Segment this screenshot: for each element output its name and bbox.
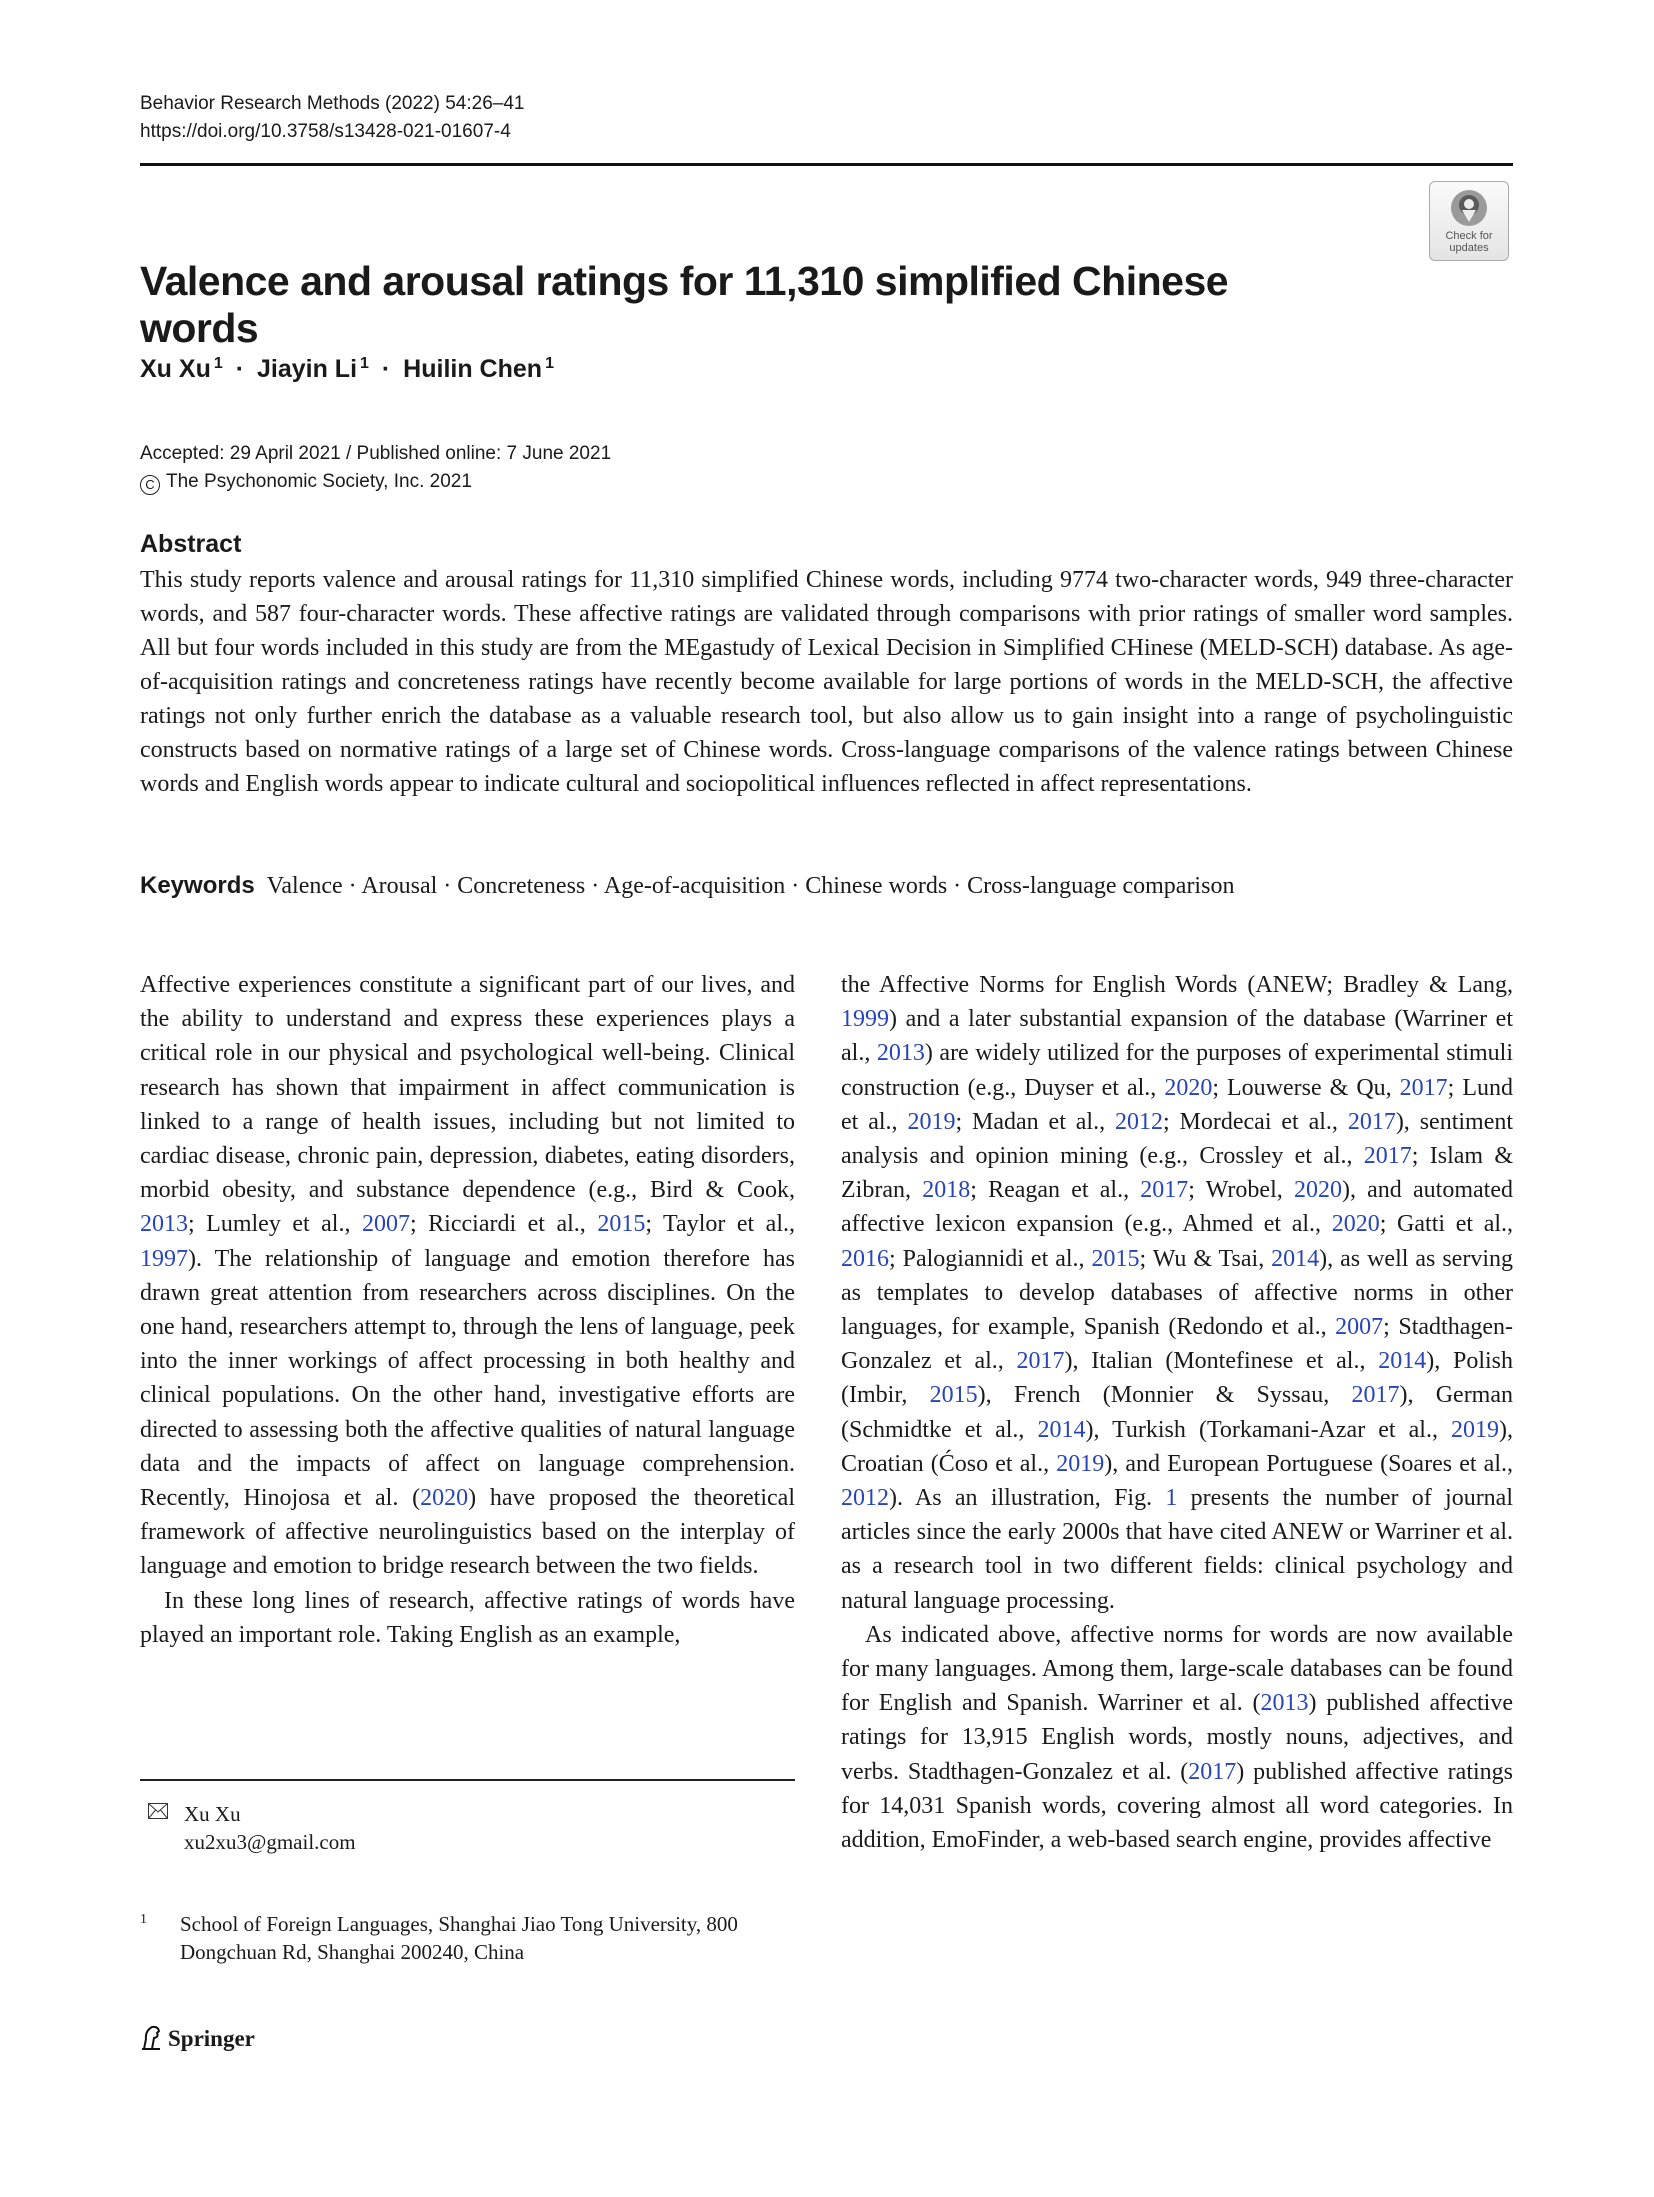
affiliation-text: School of Foreign Languages, Shanghai Jiao Tong University, 800 Dongchuan Rd, Shanghai 200240, China bbox=[180, 1912, 738, 1964]
doi-link[interactable]: https://doi.org/10.3758/s13428-021-01607-4 bbox=[140, 121, 511, 142]
check-for-label: Check for bbox=[1445, 230, 1493, 242]
updates-label: updates bbox=[1449, 242, 1489, 254]
author-separator: · bbox=[381, 355, 391, 383]
corresponding-email[interactable]: xu2xu3@gmail.com bbox=[184, 1830, 356, 1854]
citation-link[interactable]: 2019 bbox=[1451, 1416, 1499, 1443]
citation-link[interactable]: 2017 bbox=[1016, 1348, 1065, 1375]
citation-link[interactable]: 2016 bbox=[841, 1245, 889, 1272]
abstract-text: This study reports valence and arousal ratings for 11,310 simplified Chinese words, including 9774 two-character words, 949 three-character words, and 587 four-character words. These affective ratings are validated through comparisons with prior ratings of smaller word samples. All but four words included in this study are from the MEgastudy of Lexical Decision in Simplified CHinese (MELD-SCH) database. As age-of-acquisition ratings and concreteness ratings have recently become available for large portions of words in the MELD-SCH, the affective ratings not only further enrich the database as a valuable research tool, but also allow us to gain insight into a range of psycholinguistic constructs based on normative ratings of a large set of Chinese words. Cross-language comparisons of the valence ratings between Chinese words and English words appear to indicate cultural and sociopolitical influences reflected in affect representations. bbox=[140, 567, 1513, 797]
accepted-date: Accepted: 29 April 2021 bbox=[140, 443, 341, 464]
keywords-list: Valence · Arousal · Concreteness · Age-of-acquisition · Chinese words · Cross-language comparison bbox=[266, 873, 1235, 899]
author-affiliation-mark: 1 bbox=[545, 355, 554, 372]
body-paragraph: Affective experiences constitute a significant part of our lives, and the ability to understand and express these experiences plays a critical role in our physical and psychological well-being. Clinical research has shown that impairment in affect communication is linked to a range of health issues, including but not limited to cardiac disease, chronic pain, depression, diabetes, eating disorders, morbid obesity, and substance dependence (e.g., Bird & Cook, 2013; Lumley et al., 2007; Ricciardi et al., 2015; Taylor et al., 1997). The relationship of language and emotion therefore has drawn great attention from researchers across disciplines. On the one hand, researchers attempt to, through the lens of language, peek into the inner workings of affect processing in both healthy and clinical populations. On the other hand, investigative efforts are directed to assessing both the affective qualities of natural language data and the impacts of affect on language comprehension. Recently, Hinojosa et al. (2020) have proposed the theoretical framework of affective neurolinguistics based on the interplay of language and emotion to bridge research between the two fields. bbox=[140, 972, 796, 1580]
journal-header bbox=[140, 90, 524, 146]
citation-link[interactable]: 2017 bbox=[1188, 1758, 1237, 1785]
date-separator: / bbox=[345, 443, 352, 464]
figure-link[interactable]: 1 bbox=[1165, 1485, 1178, 1512]
corresponding-name: Xu Xu bbox=[184, 1802, 241, 1826]
citation-link[interactable]: 1997 bbox=[140, 1245, 188, 1272]
citation-link[interactable]: 2017 bbox=[1347, 1108, 1396, 1135]
citation-link[interactable]: 2020 bbox=[1331, 1211, 1380, 1238]
keywords-label: Keywords bbox=[140, 872, 255, 899]
citation-link[interactable]: 2012 bbox=[841, 1485, 889, 1512]
body-column-right bbox=[841, 968, 1513, 1857]
citation-link[interactable]: 2014 bbox=[1037, 1416, 1086, 1443]
citation-link[interactable]: 2017 bbox=[1363, 1143, 1412, 1170]
check-for-updates-badge[interactable] bbox=[1429, 181, 1509, 261]
keywords-line bbox=[140, 869, 1234, 903]
author-affiliation-mark: 1 bbox=[213, 355, 223, 372]
footnote-rule bbox=[140, 1779, 795, 1781]
author-name[interactable]: Xu Xu bbox=[140, 355, 211, 383]
citation-link[interactable]: 2014 bbox=[1378, 1348, 1427, 1375]
published-date: Published online: 7 June 2021 bbox=[356, 443, 612, 464]
citation-link[interactable]: 2007 bbox=[362, 1211, 410, 1238]
citation-link[interactable]: 2019 bbox=[907, 1108, 956, 1135]
citation-link[interactable]: 2017 bbox=[1399, 1074, 1448, 1101]
publisher-logo bbox=[140, 2025, 255, 2052]
author-name[interactable]: Huilin Chen bbox=[403, 355, 543, 383]
body-paragraph: the Affective Norms for English Words (ANEW; Bradley & Lang, 1999) and a later substantial expansion of the database (Warriner et al., 2013) are widely utilized for the purposes of experimental stimuli construction (e.g., Duyser et al., 2020; Louwerse & Qu, 2017; Lund et al., 2019; Madan et al., 2012; Mordecai et al., 2017), sentiment analysis and opinion mining (e.g., Crossley et al., 2017; Islam & Zibran, 2018; Reagan et al., 2017; Wrobel, 2020), and automated affective lexicon expansion (e.g., Ahmed et al., 2020; Gatti et al., 2016; Palogiannidi et al., 2015; Wu & Tsai, 2014), as well as serving as templates to develop databases of affective norms in other languages, for example, Spanish (Redondo et al., 2007; Stadthagen-Gonzalez et al., 2017), Italian (Montefinese et al., 2014), Polish (Imbir, 2015), French (Monnier & Syssau, 2017), German (Schmidtke et al., 2014), Turkish (Torkamani-Azar et al., 2019), Croatian (Ćoso et al., 2019), and European Portuguese (Soares et al., 2012). As an illustration, Fig. 1 presents the number of journal articles since the early 2000s that have cited ANEW or Warriner et al. as a research tool in two different fields: clinical psychology and natural language processing. bbox=[841, 972, 1514, 1614]
citation-link[interactable]: 2019 bbox=[1056, 1450, 1105, 1477]
citation-link[interactable]: 2020 bbox=[420, 1485, 469, 1512]
citation-link[interactable]: 2017 bbox=[1351, 1382, 1400, 1409]
citation-link[interactable]: 2015 bbox=[1091, 1245, 1140, 1272]
citation-link[interactable]: 1999 bbox=[841, 1006, 889, 1033]
body-paragraph: As indicated above, affective norms for words are now available for many languages. Among them, large-scale databases can be found for English and Spanish. Warriner et al. (2013) published affective ratings for 13,915 English words, mostly nouns, adjectives, and verbs. Stadthagen-Gonzalez et al. (2017) published affective ratings for 14,031 Spanish words, covering almost all word categories. In addition, EmoFinder, a web-based search engine, provides affective bbox=[841, 1621, 1514, 1854]
springer-horse-icon bbox=[140, 2025, 162, 2051]
author-affiliation-mark: 1 bbox=[360, 355, 369, 372]
crossmark-icon bbox=[1449, 188, 1489, 228]
body-paragraph: In these long lines of research, affective ratings of words have played an important role. Taking English as an example, bbox=[140, 1587, 795, 1648]
envelope-icon bbox=[148, 1803, 168, 1819]
citation-link[interactable]: 2015 bbox=[929, 1382, 978, 1409]
header-rule bbox=[140, 163, 1513, 166]
citation-link[interactable]: 2012 bbox=[1114, 1108, 1163, 1135]
author-separator: · bbox=[235, 355, 245, 383]
author-name[interactable]: Jiayin Li bbox=[256, 355, 358, 383]
article-title: Valence and arousal ratings for 11,310 simplified Chinese words bbox=[140, 258, 1229, 351]
journal-citation: Behavior Research Methods (2022) 54:26–41 bbox=[140, 93, 525, 114]
citation-link[interactable]: 2013 bbox=[876, 1040, 925, 1067]
citation-link[interactable]: 2013 bbox=[1260, 1690, 1309, 1717]
publisher-name: Springer bbox=[168, 2026, 255, 2051]
citation-link[interactable]: 2014 bbox=[1271, 1245, 1320, 1272]
copyright-icon: C bbox=[140, 475, 160, 495]
citation-link[interactable]: 2017 bbox=[1140, 1177, 1189, 1204]
citation-link[interactable]: 2020 bbox=[1164, 1074, 1213, 1101]
citation-link[interactable]: 2007 bbox=[1335, 1314, 1384, 1341]
affiliation-number: 1 bbox=[140, 1912, 147, 1927]
citation-link[interactable]: 2018 bbox=[922, 1177, 971, 1204]
citation-link[interactable]: 2020 bbox=[1293, 1177, 1342, 1204]
citation-link[interactable]: 2015 bbox=[597, 1211, 646, 1238]
citation-link[interactable]: 2013 bbox=[140, 1211, 188, 1238]
author-list bbox=[140, 355, 554, 384]
copyright-text: The Psychonomic Society, Inc. 2021 bbox=[166, 471, 472, 492]
publication-dates bbox=[140, 440, 611, 496]
body-column-left bbox=[140, 968, 795, 1652]
abstract-heading: Abstract bbox=[140, 530, 242, 558]
